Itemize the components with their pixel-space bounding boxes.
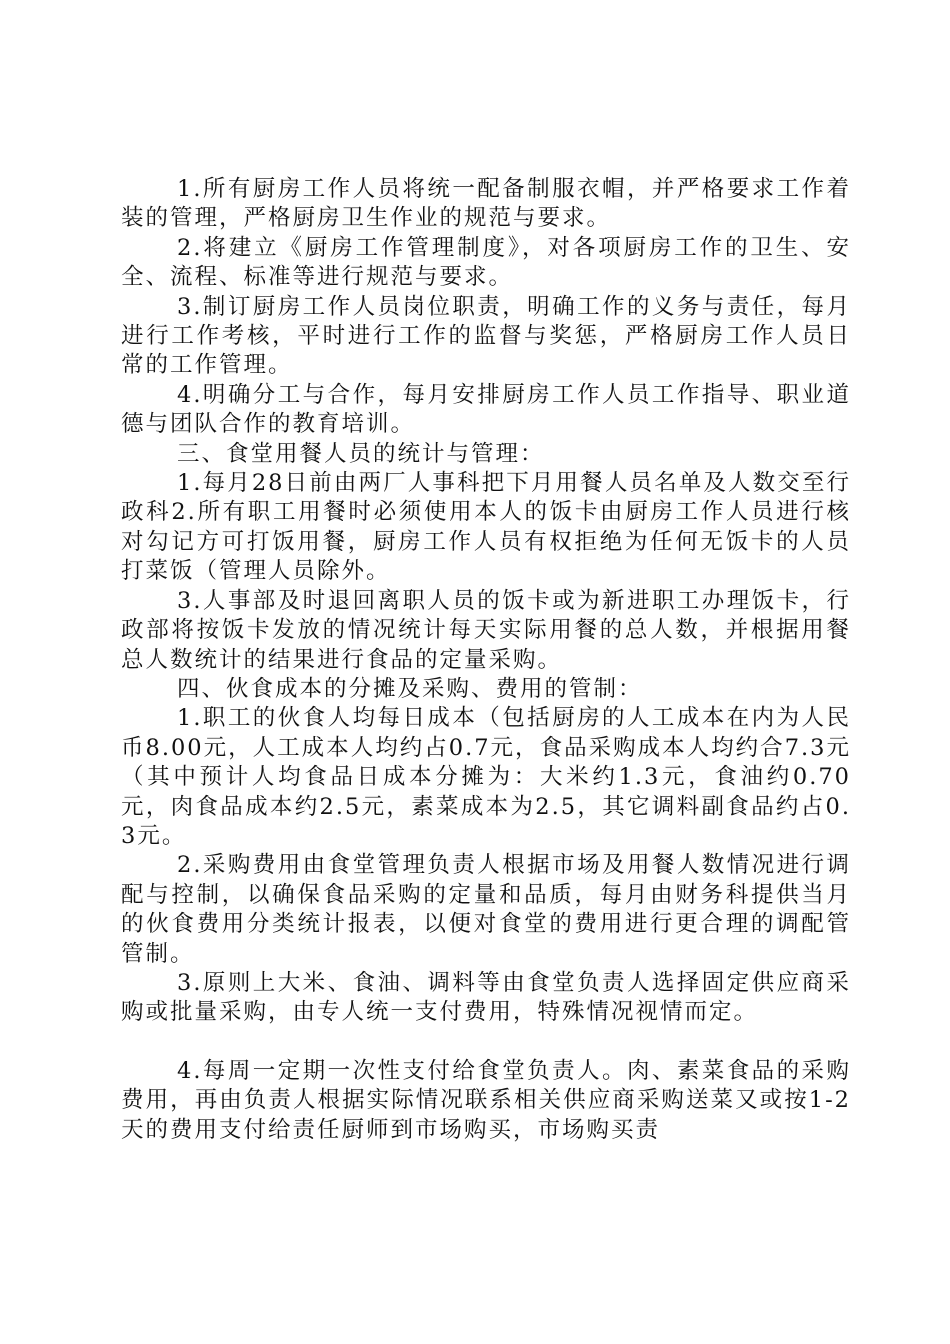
document-body bbox=[121, 175, 851, 1145]
paragraph-fixed-suppliers: 3.原则上大米、食油、调料等由食堂负责人选择固定供应商采购或批量采购，由专人统一支付费用，特殊情况视情而定。 bbox=[121, 969, 851, 1026]
section-heading-costs: 四、伙食成本的分摊及采购、费用的管制： bbox=[177, 675, 643, 702]
paragraph-diner-list: 1.每月28日前由两厂人事科把下月用餐人员名单及人数交至行政科2.所有职工用餐时必须使用本人的饭卡由厨房工作人员进行核对勾记方可打饭用餐，厨房工作人员有权拒绝为任何无饭卡的人员打菜饭（管理人员除外。 bbox=[121, 470, 851, 585]
paragraph-management-system: 2.将建立《厨房工作管理制度》，对各项厨房工作的卫生、安全、流程、标准等进行规范与要求。 bbox=[121, 234, 851, 291]
paragraph-job-duties: 3.制订厨房工作人员岗位职责，明确工作的义务与责任，每月进行工作考核，平时进行工作的监督与奖惩，严格厨房工作人员日常的工作管理。 bbox=[121, 293, 851, 379]
paragraph-gap bbox=[121, 1028, 851, 1057]
paragraph-weekly-payment: 4.每周一定期一次性支付给食堂负责人。肉、素菜食品的采购费用，再由负责人根据实际情况联系相关供应商采购送菜又或按1-2天的费用支付给责任厨师到市场购买，市场购买责 bbox=[121, 1057, 851, 1143]
paragraph-daily-cost: 1.职工的伙食人均每日成本（包括厨房的人工成本在内为人民币8.00元，人工成本人均约占0.7元，食品采购成本人均约合7.3元（其中预计人均食品日成本分摊为：大米约1.3元，食油约0.70元，肉食品成本约2.5元，素菜成本为2.5，其它调料副食品约占0.3元。 bbox=[121, 705, 851, 849]
paragraph-purchase-control: 2.采购费用由食堂管理负责人根据市场及用餐人数情况进行调配与控制，以确保食品采购的定量和品质，每月由财务科提供当月的伙食费用分类统计报表，以便对食堂的费用进行更合理的调配管管制。 bbox=[121, 852, 851, 967]
paragraph-meal-cards: 3.人事部及时退回离职人员的饭卡或为新进职工办理饭卡，行政部将按饭卡发放的情况统计每天实际用餐的总人数，并根据用餐总人数统计的结果进行食品的定量采购。 bbox=[121, 587, 851, 673]
paragraph-training: 4.明确分工与合作，每月安排厨房工作人员工作指导、职业道德与团队合作的教育培训。 bbox=[121, 381, 851, 438]
paragraph-uniforms: 1.所有厨房工作人员将统一配备制服衣帽，并严格要求工作着装的管理，严格厨房卫生作业的规范与要求。 bbox=[121, 176, 851, 232]
section-heading-diners: 三、食堂用餐人员的统计与管理： bbox=[177, 440, 545, 467]
